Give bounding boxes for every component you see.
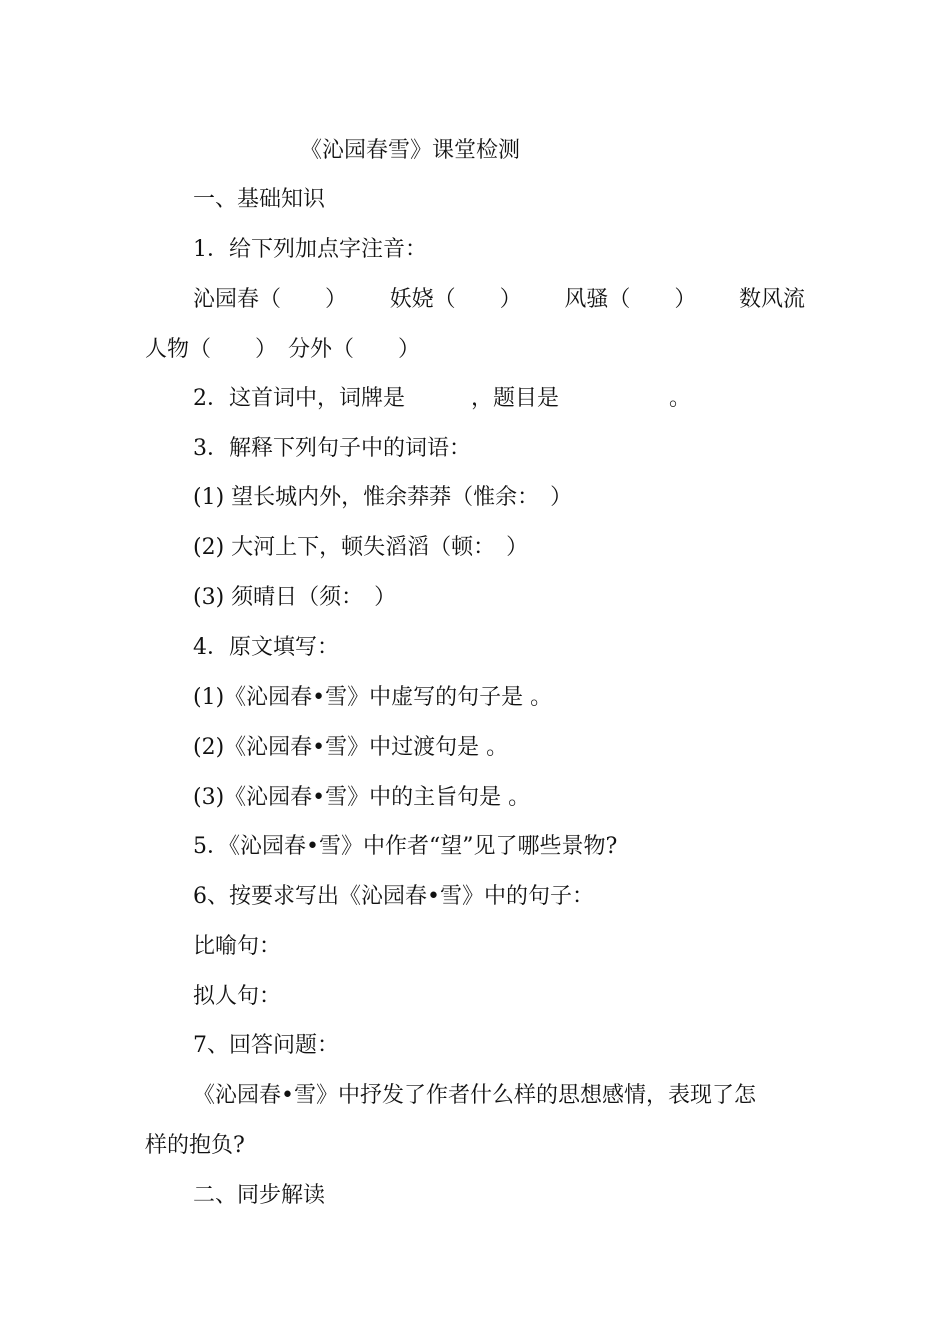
question-4-item-2: (2)《沁园春•雪》中过渡句是 。 [193, 735, 509, 760]
pinyin-item: 数风流 [738, 287, 805, 312]
question-3-item-1: (1) 望长城内外，惟余莽莽（惟余： ） [193, 485, 573, 510]
pinyin-item: 沁园春（ ） [193, 287, 348, 312]
section-heading-basics: 一、基础知识 [193, 187, 326, 212]
page-title: 《沁园春雪》课堂检测 [300, 138, 521, 163]
question-7-line-1: 《沁园春•雪》中抒发了作者什么样的思想感情，表现了怎 [193, 1083, 756, 1108]
question-2: 2．这首词中，词牌是 ，题目是 。 [193, 386, 691, 411]
question-3-item-3: (3) 须晴日（须： ） [193, 585, 397, 610]
question-6-simile: 比喻句： [193, 934, 282, 959]
pinyin-item: 风骚（ ） [564, 287, 697, 312]
question-1-heading: 1．给下列加点字注音： [193, 237, 427, 262]
pinyin-item: 妖娆（ ） [389, 287, 522, 312]
question-7-line-2: 样的抱负? [145, 1133, 245, 1158]
question-6-personification: 拟人句： [193, 984, 282, 1009]
question-4-item-1: (1)《沁园春•雪》中虚写的句子是 。 [193, 685, 553, 710]
question-4-item-3: (3)《沁园春•雪》中的主旨句是 。 [193, 785, 531, 810]
question-1-line-2: 人物（ ） 分外（ ） [145, 337, 421, 362]
question-7-heading: 7、回答问题： [193, 1033, 339, 1058]
question-5: 5．《沁园春•雪》中作者“望”见了哪些景物? [193, 834, 618, 859]
question-3-item-2: (2) 大河上下，顿失滔滔（顿： ） [193, 535, 529, 560]
question-1-line-1 [193, 285, 805, 315]
question-4-heading: 4．原文填写： [193, 635, 339, 660]
section-heading-reading: 二、同步解读 [193, 1183, 326, 1208]
question-6-heading: 6、按要求写出《沁园春•雪》中的句子： [193, 884, 594, 909]
question-3-heading: 3．解释下列句子中的词语： [193, 436, 471, 461]
